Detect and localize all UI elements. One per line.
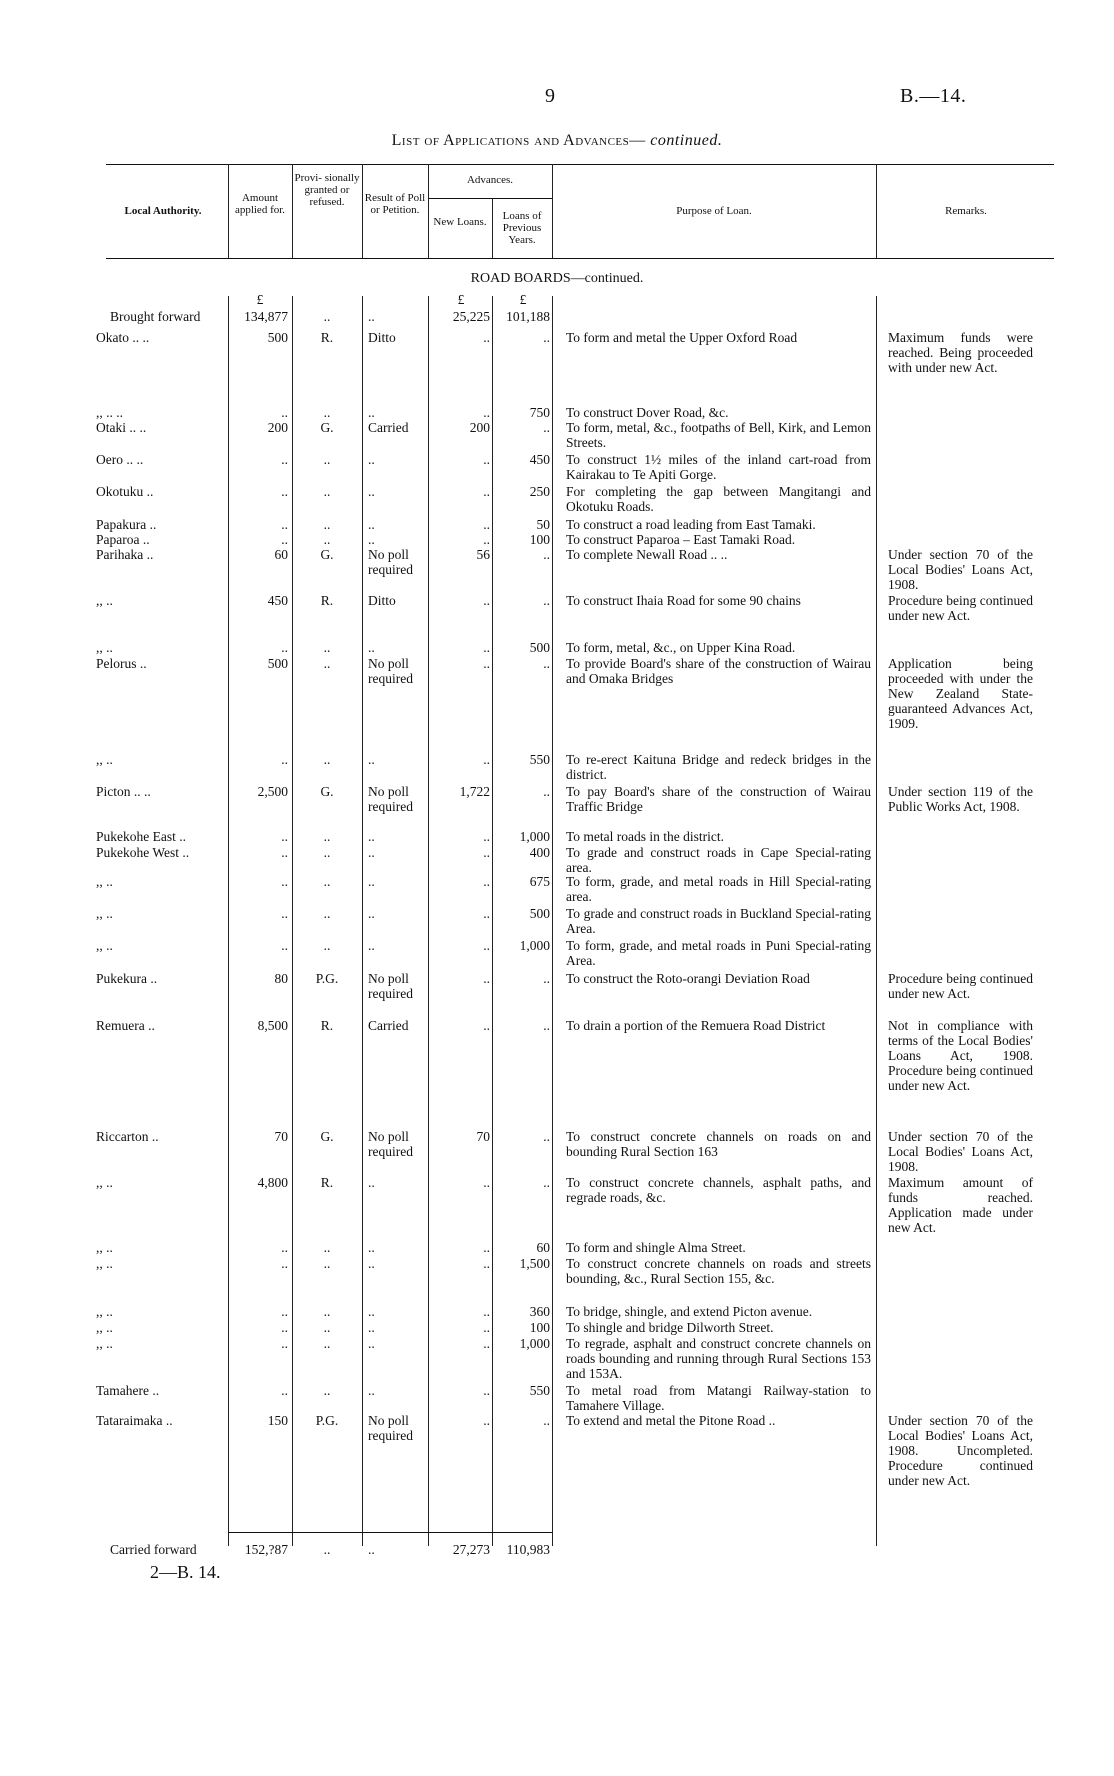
cell-amt: .. — [281, 1304, 288, 1319]
cell-auth: Paparoa .. — [96, 532, 150, 547]
cell-prev: 675 — [529, 874, 550, 889]
cell-prev: 1,000 — [519, 829, 550, 844]
brought-forward-poll: .. — [368, 309, 375, 324]
cell-amt: .. — [281, 640, 288, 655]
title-continued: continued. — [650, 132, 723, 149]
cell-amt: .. — [281, 1240, 288, 1255]
cell-amt: .. — [281, 1383, 288, 1398]
cell-poll: No poll required — [368, 547, 413, 577]
cell-prev: 1,000 — [519, 1336, 550, 1351]
header-local-authority: Local Authority. — [124, 205, 202, 217]
cell-poll: .. — [368, 752, 375, 767]
cell-remarks: Under section 70 of the Local Bodies' Loans Act, 1908. — [888, 547, 1033, 592]
cell-amt: 60 — [274, 547, 288, 562]
cell-prov: G. — [320, 784, 334, 799]
cell-prev: 550 — [529, 1383, 550, 1398]
cell-purpose: To regrade, asphalt and construct concrete channels on roads bounding and running through Rural Sections 153 and 153A. — [566, 1336, 871, 1381]
cell-new: .. — [483, 1175, 490, 1190]
table-row — [0, 452, 1114, 482]
cell-remarks: Maximum funds were reached. Being proceeded with under new Act. — [888, 330, 1033, 375]
cell-new: 70 — [476, 1129, 490, 1144]
cell-prev: .. — [543, 1018, 550, 1033]
table-top-rule — [106, 164, 1054, 165]
cell-poll: Carried — [368, 420, 409, 435]
cell-auth: Pukekohe East .. — [96, 829, 186, 844]
cell-purpose: To provide Board's share of the construction of Wairau and Omaka Bridges — [566, 656, 871, 686]
cell-auth: ,, .. — [96, 1175, 113, 1190]
currency-new: £ — [457, 292, 465, 307]
cell-prev: 250 — [529, 484, 550, 499]
brought-forward-amount: 134,877 — [244, 309, 288, 324]
cell-poll: .. — [368, 1336, 375, 1351]
header-loans-previous: Loans of Previous Years. — [502, 210, 542, 246]
cell-prov: R. — [320, 1018, 334, 1033]
cell-purpose: To metal road from Matangi Railway-station to Tamahere Village. — [566, 1383, 871, 1413]
cell-amt: .. — [281, 845, 288, 860]
cell-prev: 750 — [529, 405, 550, 420]
cell-poll: .. — [368, 938, 375, 953]
cell-remarks: Maximum amount of funds reached. Application made under new Act. — [888, 1175, 1033, 1235]
cell-prev: 500 — [529, 640, 550, 655]
cell-amt: 2,500 — [257, 784, 288, 799]
cell-prev: 100 — [529, 1320, 550, 1335]
cell-new: .. — [483, 1336, 490, 1351]
cell-new: .. — [483, 517, 490, 532]
table-row — [0, 547, 1114, 592]
cell-auth: Picton .. .. — [96, 784, 151, 799]
cell-purpose: To shingle and bridge Dilworth Street. — [566, 1320, 774, 1335]
cell-auth: ,, .. — [96, 640, 113, 655]
cell-amt: .. — [281, 1336, 288, 1351]
cell-new: .. — [483, 1240, 490, 1255]
page-number: 9 — [545, 85, 555, 107]
cell-prov: .. — [323, 874, 331, 889]
cell-remarks: Not in compliance with terms of the Local Bodies' Loans Act, 1908. Procedure being continued under new Act. — [888, 1018, 1033, 1093]
cell-prov: .. — [323, 405, 331, 420]
cell-new: .. — [483, 971, 490, 986]
cell-prov: P.G. — [315, 1413, 339, 1428]
cell-prev: .. — [543, 1175, 550, 1190]
cell-remarks: Procedure being continued under new Act. — [888, 971, 1033, 1001]
cell-purpose: To construct concrete channels on roads and streets bounding, &c., Rural Section 155, &c. — [566, 1256, 871, 1286]
cell-amt: 8,500 — [257, 1018, 288, 1033]
cell-poll: .. — [368, 906, 375, 921]
cell-auth: ,, .. — [96, 593, 113, 608]
cell-new: .. — [483, 874, 490, 889]
cell-prev: 500 — [529, 906, 550, 921]
cell-poll: .. — [368, 532, 375, 547]
cell-prov: .. — [323, 532, 331, 547]
cell-auth: Riccarton .. — [96, 1129, 159, 1144]
cell-amt: 150 — [267, 1413, 288, 1428]
cell-prov: .. — [323, 906, 331, 921]
cell-amt: .. — [281, 1256, 288, 1271]
cell-purpose: To form and shingle Alma Street. — [566, 1240, 746, 1255]
cell-prov: G. — [320, 1129, 334, 1144]
brought-forward-row — [0, 309, 1114, 324]
table-row — [0, 906, 1114, 936]
cell-amt: .. — [281, 829, 288, 844]
table-row — [0, 517, 1114, 532]
cell-new: .. — [483, 1383, 490, 1398]
cell-prov: .. — [323, 517, 331, 532]
section-heading: ROAD BOARDS—continued. — [470, 271, 644, 286]
cell-prov: .. — [323, 640, 331, 655]
cell-prev: 1,000 — [519, 938, 550, 953]
cell-prov: .. — [323, 752, 331, 767]
cell-prev: 50 — [536, 517, 550, 532]
cell-prev: .. — [543, 1413, 550, 1428]
cell-amt: .. — [281, 1320, 288, 1335]
cell-purpose: To bridge, shingle, and extend Picton avenue. — [566, 1304, 813, 1319]
cell-prov: .. — [323, 1320, 331, 1335]
cell-prov: .. — [323, 656, 331, 671]
cell-purpose: To form and metal the Upper Oxford Road — [566, 330, 798, 345]
cell-remarks: Application being proceeded with under the New Zealand State-guaranteed Advances Act, 1909. — [888, 656, 1033, 731]
cell-auth: Okotuku .. — [96, 484, 154, 499]
cell-purpose: To construct concrete channels, asphalt paths, and regrade roads, &c. — [566, 1175, 871, 1205]
cell-amt: .. — [281, 938, 288, 953]
cell-poll: .. — [368, 874, 375, 889]
cell-poll: .. — [368, 845, 375, 860]
header-advances: Advances. — [466, 174, 514, 186]
cell-new: .. — [483, 1413, 490, 1428]
table-row — [0, 1018, 1114, 1093]
cell-new: .. — [483, 829, 490, 844]
cell-prov: .. — [323, 1304, 331, 1319]
cell-new: .. — [483, 1256, 490, 1271]
cell-prev: 450 — [529, 452, 550, 467]
carried-forward-label: Carried forward — [110, 1542, 197, 1557]
cell-purpose: To construct Ihaia Road for some 90 chains — [566, 593, 801, 608]
cell-auth: Oero .. .. — [96, 452, 144, 467]
cell-purpose: To form, grade, and metal roads in Puni Special-rating Area. — [566, 938, 871, 968]
cell-prev: .. — [543, 547, 550, 562]
cell-prev: 100 — [529, 532, 550, 547]
table-row — [0, 829, 1114, 844]
brought-forward-label: Brought forward — [110, 309, 201, 324]
cell-amt: .. — [281, 752, 288, 767]
cell-auth: ,, .. — [96, 906, 113, 921]
table-row — [0, 845, 1114, 875]
col-divider — [552, 164, 553, 258]
cell-prov: G. — [320, 420, 334, 435]
cell-auth: Tataraimaka .. — [96, 1413, 173, 1428]
table-row — [0, 532, 1114, 547]
table-row — [0, 971, 1114, 1001]
cell-new: .. — [483, 330, 490, 345]
cell-purpose: To construct 1½ miles of the inland cart-road from Kairakau to Te Apiti Gorge. — [566, 452, 871, 482]
cell-purpose: To grade and construct roads in Buckland Special-rating Area. — [566, 906, 871, 936]
cell-prev: 360 — [529, 1304, 550, 1319]
cell-amt: 500 — [267, 330, 288, 345]
cell-auth: ,, .. — [96, 938, 113, 953]
cell-new: .. — [483, 593, 490, 608]
cell-prov: P.G. — [315, 971, 339, 986]
table-row — [0, 656, 1114, 731]
table-row — [0, 330, 1114, 375]
cell-prev: .. — [543, 1129, 550, 1144]
cell-auth: ,, .. — [96, 1320, 113, 1335]
cell-purpose: To grade and construct roads in Cape Special-rating area. — [566, 845, 871, 875]
cell-amt: 80 — [274, 971, 288, 986]
cell-prov: .. — [323, 1256, 331, 1271]
cell-prev: 400 — [529, 845, 550, 860]
cell-poll: .. — [368, 517, 375, 532]
currency-prev: £ — [519, 292, 527, 307]
table-row — [0, 405, 1114, 420]
carried-forward-new: 27,273 — [452, 1542, 490, 1557]
table-row — [0, 1413, 1114, 1488]
col-divider — [428, 164, 429, 258]
cell-purpose: To construct the Roto-orangi Deviation Road — [566, 971, 810, 986]
cell-amt: .. — [281, 874, 288, 889]
cell-poll: No poll required — [368, 1129, 413, 1159]
table-row — [0, 420, 1114, 450]
cell-auth: Parihaka .. — [96, 547, 154, 562]
col-divider — [228, 164, 229, 258]
cell-new: .. — [483, 640, 490, 655]
cell-auth: Otaki .. .. — [96, 420, 147, 435]
header-remarks: Remarks. — [945, 205, 987, 217]
cell-prev: .. — [543, 784, 550, 799]
signature-mark: 2—B. 14. — [150, 1562, 221, 1582]
table-row — [0, 640, 1114, 655]
cell-auth: Tamahere .. — [96, 1383, 160, 1398]
cell-purpose: To form, grade, and metal roads in Hill Special-rating area. — [566, 874, 871, 904]
cell-new: .. — [483, 752, 490, 767]
cell-new: .. — [483, 405, 490, 420]
cell-remarks: Procedure being continued under new Act. — [888, 593, 1033, 623]
cell-new: .. — [483, 1018, 490, 1033]
cell-purpose: To drain a portion of the Remuera Road District — [566, 1018, 826, 1033]
cell-poll: Carried — [368, 1018, 409, 1033]
cell-new: .. — [483, 1320, 490, 1335]
table-header-rule — [106, 258, 1054, 259]
cell-purpose: To construct concrete channels on roads on and bounding Rural Section 163 — [566, 1129, 871, 1159]
table-row — [0, 1304, 1114, 1319]
cell-new: .. — [483, 938, 490, 953]
cell-auth: Remuera .. — [96, 1018, 155, 1033]
cell-new: .. — [483, 452, 490, 467]
cell-purpose: To metal roads in the district. — [566, 829, 725, 844]
cell-auth: ,, .. .. — [96, 405, 123, 420]
table-row — [0, 874, 1114, 904]
cell-new: 200 — [469, 420, 490, 435]
cell-purpose: To construct Paparoa – East Tamaki Road. — [566, 532, 796, 547]
cell-amt: 200 — [267, 420, 288, 435]
cell-prev: 550 — [529, 752, 550, 767]
page-title — [0, 132, 1114, 150]
cell-auth: Okato .. .. — [96, 330, 150, 345]
table-row — [0, 593, 1114, 623]
table-row — [0, 1256, 1114, 1286]
carried-forward-amount: 152,?87 — [244, 1542, 288, 1557]
cell-prov: .. — [323, 1240, 331, 1255]
cell-amt: .. — [281, 906, 288, 921]
cell-new: .. — [483, 845, 490, 860]
table-row — [0, 484, 1114, 514]
cell-auth: Pukekura .. — [96, 971, 158, 986]
brought-forward-new: 25,225 — [452, 309, 490, 324]
cell-new: .. — [483, 532, 490, 547]
advances-split-rule — [428, 198, 552, 199]
cell-purpose: To pay Board's share of the construction of Wairau Traffic Bridge — [566, 784, 871, 814]
cell-poll: Ditto — [368, 330, 396, 345]
cell-poll: .. — [368, 1256, 375, 1271]
cell-remarks: Under section 70 of the Local Bodies' Loans Act, 1908. — [888, 1129, 1033, 1174]
cell-purpose: To re-erect Kaituna Bridge and redeck bridges in the district. — [566, 752, 871, 782]
cell-purpose: To construct Dover Road, &c. — [566, 405, 729, 420]
col-divider — [362, 164, 363, 258]
cell-prev: .. — [543, 971, 550, 986]
document-reference: B.—14. — [900, 85, 967, 107]
cell-poll: No poll required — [368, 784, 413, 814]
cell-amt: 500 — [267, 656, 288, 671]
cell-auth: ,, .. — [96, 1304, 113, 1319]
cell-auth: ,, .. — [96, 1240, 113, 1255]
cell-poll: .. — [368, 1175, 375, 1190]
title-main: List of Applications and Advances— — [391, 132, 646, 149]
carried-forward-poll: .. — [368, 1542, 375, 1557]
cell-amt: .. — [281, 405, 288, 420]
cell-new: .. — [483, 1304, 490, 1319]
cell-purpose: To construct a road leading from East Tamaki. — [566, 517, 816, 532]
cell-prev: .. — [543, 656, 550, 671]
cell-prov: R. — [320, 1175, 334, 1190]
cell-amt: 70 — [274, 1129, 288, 1144]
cell-poll: .. — [368, 829, 375, 844]
table-row — [0, 1175, 1114, 1235]
cell-poll: .. — [368, 1320, 375, 1335]
cell-poll: .. — [368, 1304, 375, 1319]
header-result: Result of Poll or Petition. — [364, 192, 426, 216]
cell-prov: .. — [323, 1336, 331, 1351]
cell-prov: .. — [323, 1383, 331, 1398]
total-rule — [228, 1532, 552, 1533]
table-row — [0, 938, 1114, 968]
cell-prov: G. — [320, 547, 334, 562]
table-row — [0, 1320, 1114, 1335]
header-amount: Amount applied for. — [234, 192, 286, 216]
cell-poll: .. — [368, 484, 375, 499]
cell-auth: Papakura .. — [96, 517, 157, 532]
brought-forward-prov: .. — [323, 309, 331, 324]
cell-amt: .. — [281, 484, 288, 499]
table-row — [0, 784, 1114, 814]
cell-poll: .. — [368, 1383, 375, 1398]
carried-forward-row — [0, 1542, 1114, 1557]
cell-purpose: To form, metal, &c., footpaths of Bell, Kirk, and Lemon Streets. — [566, 420, 871, 450]
table-row — [0, 1383, 1114, 1413]
cell-new: .. — [483, 484, 490, 499]
table-row — [0, 1336, 1114, 1381]
cell-auth: Pelorus .. — [96, 656, 147, 671]
header-new-loans: New Loans. — [433, 216, 487, 228]
cell-remarks: Under section 70 of the Local Bodies' Loans Act, 1908. Uncompleted. Procedure continued under new Act. — [888, 1413, 1033, 1488]
cell-amt: .. — [281, 517, 288, 532]
cell-poll: No poll required — [368, 1413, 413, 1443]
cell-prov: R. — [320, 593, 334, 608]
cell-auth: ,, .. — [96, 1336, 113, 1351]
col-divider — [492, 198, 493, 258]
cell-amt: .. — [281, 532, 288, 547]
table-row — [0, 1129, 1114, 1174]
cell-prov: .. — [323, 845, 331, 860]
cell-amt: 450 — [267, 593, 288, 608]
table-row — [0, 752, 1114, 782]
cell-prev: .. — [543, 593, 550, 608]
col-divider — [292, 164, 293, 258]
header-provisionally: Provi- sionally granted or refused. — [294, 172, 360, 208]
brought-forward-prev: 101,188 — [506, 309, 550, 324]
cell-purpose: To extend and metal the Pitone Road .. — [566, 1413, 776, 1428]
cell-auth: Pukekohe West .. — [96, 845, 190, 860]
cell-auth: ,, .. — [96, 752, 113, 767]
cell-prov: .. — [323, 829, 331, 844]
carried-forward-prov: .. — [323, 1542, 331, 1557]
cell-prov: .. — [323, 938, 331, 953]
cell-poll: .. — [368, 452, 375, 467]
cell-prev: 1,500 — [519, 1256, 550, 1271]
cell-prev: .. — [543, 330, 550, 345]
cell-poll: .. — [368, 405, 375, 420]
cell-purpose: To form, metal, &c., on Upper Kina Road. — [566, 640, 796, 655]
cell-purpose: To complete Newall Road .. .. — [566, 547, 728, 562]
currency-amount: £ — [256, 292, 264, 307]
cell-new: 1,722 — [459, 784, 490, 799]
table-row — [0, 1240, 1114, 1255]
cell-poll: No poll required — [368, 971, 413, 1001]
cell-prov: R. — [320, 330, 334, 345]
cell-new: 56 — [476, 547, 490, 562]
cell-prov: .. — [323, 484, 331, 499]
cell-poll: Ditto — [368, 593, 396, 608]
cell-prov: .. — [323, 452, 331, 467]
cell-amt: 4,800 — [257, 1175, 288, 1190]
cell-poll: No poll required — [368, 656, 413, 686]
cell-purpose: For completing the gap between Mangitangi and Okotuku Roads. — [566, 484, 871, 514]
cell-remarks: Under section 119 of the Public Works Act, 1908. — [888, 784, 1033, 814]
carried-forward-prev: 110,983 — [506, 1542, 550, 1557]
cell-poll: .. — [368, 640, 375, 655]
cell-prev: 60 — [536, 1240, 550, 1255]
cell-amt: .. — [281, 452, 288, 467]
cell-poll: .. — [368, 1240, 375, 1255]
cell-prev: .. — [543, 420, 550, 435]
cell-new: .. — [483, 906, 490, 921]
header-purpose: Purpose of Loan. — [676, 205, 752, 217]
cell-new: .. — [483, 656, 490, 671]
cell-auth: ,, .. — [96, 874, 113, 889]
col-divider — [876, 164, 877, 258]
cell-auth: ,, .. — [96, 1256, 113, 1271]
